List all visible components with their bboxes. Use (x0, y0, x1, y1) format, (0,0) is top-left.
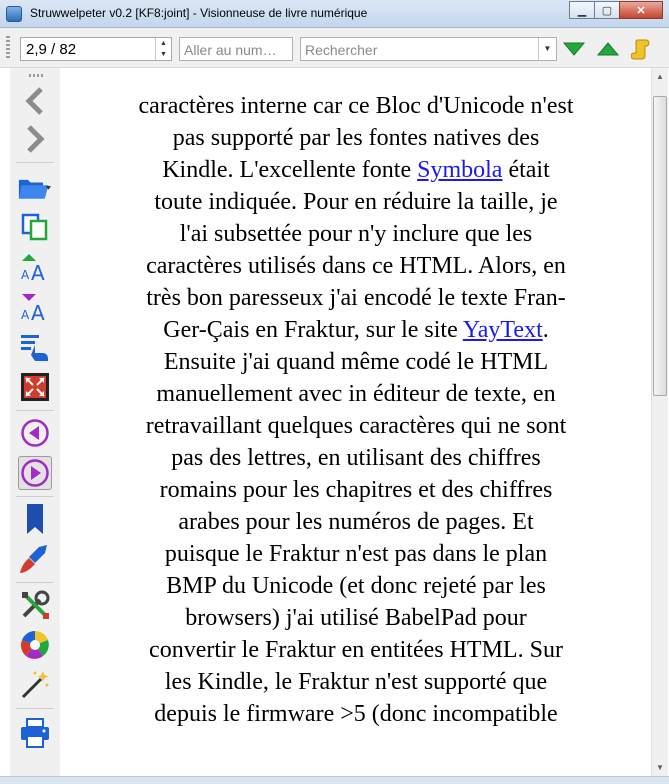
close-button[interactable] (619, 1, 663, 19)
text-line: pas supporté par les fontes natives des (172, 125, 540, 151)
sidebar-separator (16, 410, 54, 411)
text-line: Ger-Çais en Fraktur, sur le site (163, 317, 463, 343)
symbola-link[interactable]: Symbola (417, 157, 503, 183)
text-line: convertir le Fraktur en entitées HTML. Sur (149, 637, 563, 663)
text-line: browsers) j'ai utilisé BabelPad pour (185, 605, 527, 631)
search-combobox[interactable] (300, 37, 557, 61)
spin-down-icon[interactable]: ▼ (160, 51, 167, 58)
app-icon (6, 6, 22, 22)
text-line: Ensuite j'ai quand même codé le HTML (163, 349, 549, 375)
goto-page-input[interactable] (179, 37, 293, 61)
text-line: les Kindle, le Fraktur n'est supporté que (164, 669, 548, 695)
theme-brush-icon[interactable] (18, 542, 52, 576)
text-line: puisque le Fraktur n'est pas dans le plan (164, 541, 548, 567)
text-line: toute indiquée. Pour en réduire la taille, je (154, 189, 558, 215)
reference-mode-icon[interactable] (18, 668, 52, 702)
spin-up-icon[interactable]: ▲ (160, 40, 167, 47)
text-line: Kindle. L'excellente fonte (162, 157, 418, 183)
text-line: très bon paresseux j'ai encodé le texte Fran- (146, 285, 566, 311)
window-controls (569, 1, 663, 19)
search-placeholder: Rechercher (305, 42, 378, 58)
sidebar-grip[interactable] (29, 74, 43, 77)
text-line: depuis le firmware >5 (donc incompatible (154, 701, 558, 727)
previous-page-icon[interactable] (18, 416, 52, 450)
forward-icon[interactable] (18, 122, 52, 156)
minimize-icon: ▁ (577, 4, 587, 17)
find-previous-icon[interactable] (597, 38, 619, 60)
text-line: pas des lettres, en utilisant des chiffres (171, 445, 541, 471)
svg-text:A: A (21, 268, 30, 282)
position-spinbox[interactable] (20, 37, 172, 61)
side-toolbar (10, 68, 60, 776)
sidebar-separator (16, 582, 54, 583)
goto-placeholder: Aller au num… (184, 42, 277, 58)
copy-icon[interactable] (18, 210, 52, 244)
spin-arrows (155, 38, 171, 60)
fullscreen-icon[interactable] (18, 370, 52, 404)
text-line: . (542, 317, 549, 343)
text-line: retravaillant quelques caractères qui ne sont (145, 413, 567, 439)
text-line: l'ai subsettée pour n'y inclure que les (179, 221, 533, 247)
print-icon[interactable] (18, 716, 52, 750)
yaytext-link[interactable]: YayText (462, 317, 543, 343)
metadata-icon[interactable] (18, 628, 52, 662)
svg-text:A: A (31, 301, 45, 322)
maximize-button[interactable] (594, 1, 620, 19)
text-line: BMP du Unicode (et donc rejeté par les (166, 573, 546, 599)
preferences-tools-icon[interactable] (18, 588, 52, 622)
find-next-icon[interactable] (563, 38, 585, 60)
close-icon: ✕ (636, 4, 646, 17)
chevron-down-icon[interactable]: ▼ (538, 38, 556, 60)
back-icon[interactable] (18, 84, 52, 118)
title-bar (0, 0, 669, 28)
font-smaller-icon[interactable] (18, 290, 52, 324)
scrollbar-thumb[interactable] (653, 96, 667, 396)
toolbar-grip[interactable] (6, 36, 10, 60)
text-line: caractères interne car ce Bloc d'Unicode n'est (138, 93, 574, 119)
book-page[interactable] (64, 68, 651, 776)
window-title: Struwwelpeter v0.2 [KF8:joint] - Visionneuse de livre numérique (30, 6, 368, 20)
next-page-icon[interactable] (18, 456, 52, 490)
sidebar-separator (16, 162, 54, 163)
scroll-up-icon[interactable]: ▲ (656, 72, 664, 81)
text-line: romains pour les chapitres et des chiffres (159, 477, 553, 503)
maximize-icon: ▢ (601, 4, 613, 17)
minimize-button[interactable] (569, 1, 595, 19)
sidebar-separator (16, 496, 54, 497)
svg-text:A: A (21, 308, 30, 322)
open-folder-icon[interactable] (18, 170, 52, 204)
table-of-contents-icon[interactable] (18, 330, 52, 364)
bookmark-scroll-icon[interactable] (630, 38, 652, 60)
text-line: manuellement avec in éditeur de texte, en (156, 381, 556, 407)
top-toolbar (0, 28, 669, 68)
bookmark-icon[interactable] (18, 502, 52, 536)
svg-text:A: A (31, 261, 45, 282)
text-line: caractères utilisés dans ce HTML. Alors, en (146, 253, 566, 279)
text-line: arabes pour les numéros de pages. Et (178, 509, 534, 535)
sidebar-separator (16, 708, 54, 709)
text-line: était (502, 157, 550, 183)
window-bottom-border (0, 776, 669, 784)
vertical-scrollbar[interactable] (651, 68, 668, 776)
scroll-down-icon[interactable]: ▼ (656, 763, 664, 772)
font-larger-icon[interactable] (18, 250, 52, 284)
page-text (86, 90, 626, 730)
position-value: 2,9 / 82 (26, 41, 77, 58)
